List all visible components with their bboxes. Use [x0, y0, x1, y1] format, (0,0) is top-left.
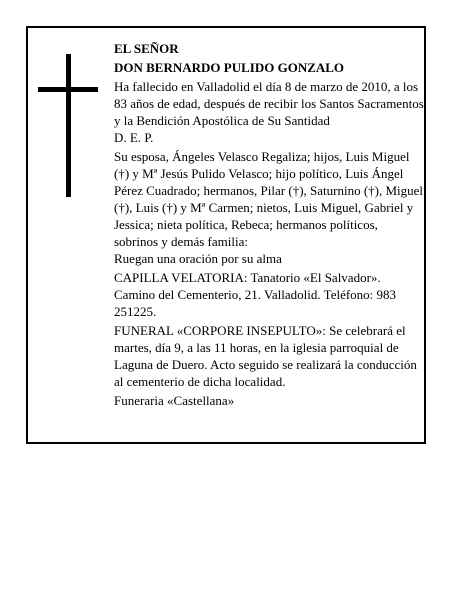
- latin-cross-icon: [38, 54, 98, 197]
- notice-text-block: [114, 40, 424, 411]
- funeral-info: FUNERAL «CORPORE INSEPULTO»: Se celebrará el martes, día 9, a las 11 horas, en la iglesia parroquial de Laguna de Duero. Acto seguido se realizará la conducción al cementerio de dicha localidad.: [114, 323, 417, 389]
- death-announcement: Ha fallecido en Valladolid el día 8 de marzo de 2010, a los 83 años de edad, después de recibir los Santos Sacramentos y la Bendición Apostólica de Su Santidad: [114, 79, 424, 128]
- notice-title: EL SEÑOR: [114, 41, 179, 56]
- funeral-home: Funeraria «Castellana»: [114, 393, 235, 408]
- obituary-notice: [26, 26, 426, 444]
- cross-horizontal-bar: [38, 87, 98, 92]
- cross-vertical-bar: [66, 54, 71, 197]
- family-list: Su esposa, Ángeles Velasco Regaliza; hijos, Luis Miguel (†) y Mª Jesús Pulido Velasco; hijo político, Luis Ángel Pérez Cuadrado; hermanos, Pilar (†), Saturnino (†), Miguel (†), Luis (†) y Mª Carmen; nietos, Luis Miguel, Gabriel y Jessica; nieta política, Rebeca; hermanos políticos, sobrinos y demás familia:: [114, 149, 424, 249]
- deceased-name: DON BERNARDO PULIDO GONZALO: [114, 60, 345, 75]
- wake-chapel-info: CAPILLA VELATORIA: Tanatorio «El Salvador». Camino del Cementerio, 21. Valladolid. Teléfono: 983 251225.: [114, 270, 397, 319]
- rip-line: D. E. P.: [114, 130, 154, 145]
- prayer-request: Ruegan una oración por su alma: [114, 251, 282, 266]
